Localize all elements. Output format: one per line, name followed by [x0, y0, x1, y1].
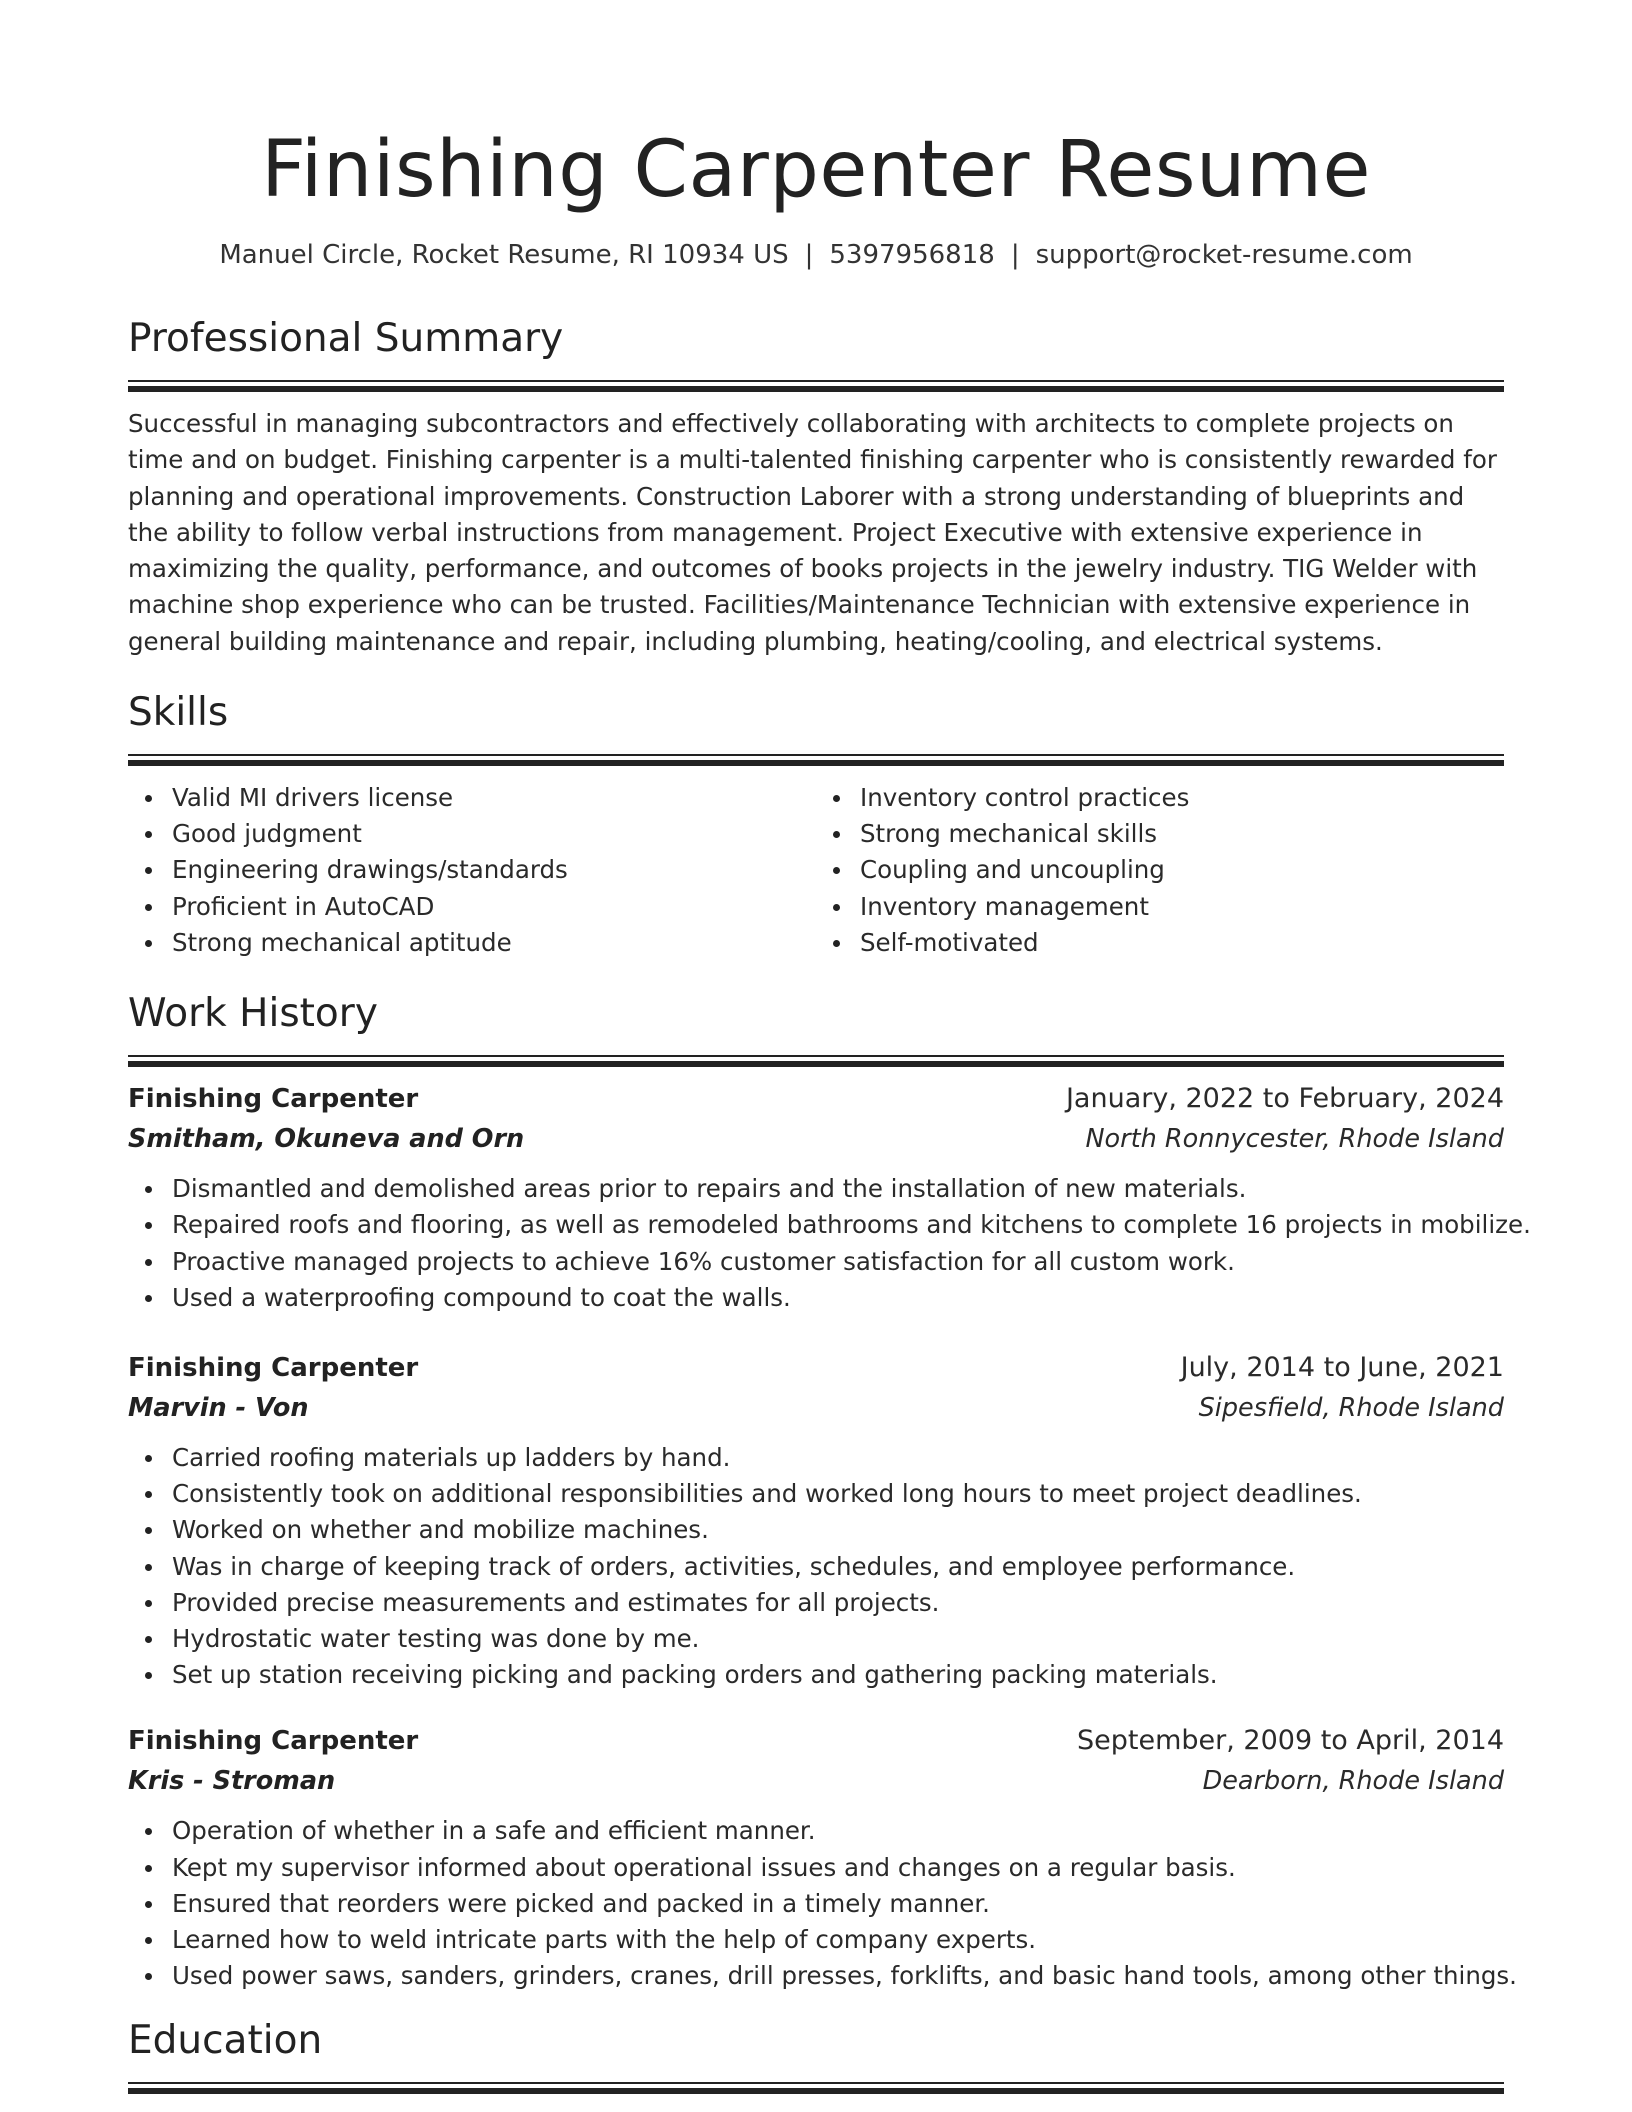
- work-history-section: [128, 989, 1531, 1994]
- job-header-row: [128, 1348, 1504, 1388]
- job-entry: [128, 1348, 1504, 1693]
- skill-item: Inventory control practices: [816, 780, 1504, 816]
- work-history-heading: Work History: [128, 991, 378, 1037]
- job-duty: Hydrostatic water testing was done by me.: [128, 1621, 1504, 1657]
- job-duties-list: [128, 1813, 1517, 1994]
- job-duty: Set up station receiving picking and packing orders and gathering packing materials.: [128, 1657, 1504, 1693]
- job-duty: Ensured that reorders were picked and packed in a timely manner.: [128, 1886, 1504, 1922]
- job-company-row: [128, 1119, 1504, 1159]
- summary-text: Successful in managing subcontractors and effectively collaborating with architects to complete projects on time and on budget. Finishing carpenter is a multi-talented finishing carpenter who is consistently rewarded for planning and operational improvements. Construction Laborer with a strong understanding of blueprints and the ability to follow verbal instructions from management. Project Executive with extensive experience in maximizing the quality, performance, and outcomes of books projects in the jewelry industry. TIG Welder with machine shop experience who can be trusted. Facilities/Maintenance Technician with extensive experience in general building maintenance and repair, including plumbing, heating/cooling, and electrical systems.: [128, 409, 1497, 656]
- job-location: North Ronnycester, Rhode Island: [1085, 1124, 1504, 1155]
- education-heading: Education: [128, 2018, 323, 2064]
- job-duty: Worked on whether and mobilize machines.: [128, 1512, 1504, 1548]
- contact-email[interactable]: support@rocket-resume.com: [1035, 240, 1413, 270]
- job-duty: Dismantled and demolished areas prior to repairs and the installation of new materials.: [128, 1171, 1504, 1207]
- job-duty: Consistently took on additional responsibilities and worked long hours to meet project deadlines.: [128, 1476, 1504, 1512]
- section-divider: [128, 754, 1504, 766]
- job-duty: Provided precise measurements and estimates for all projects.: [128, 1585, 1504, 1621]
- job-duties-list: [128, 1171, 1531, 1316]
- job-location: Sipesfield, Rhode Island: [1198, 1392, 1504, 1423]
- job-location: Dearborn, Rhode Island: [1202, 1766, 1504, 1797]
- job-title: Finishing Carpenter: [128, 1352, 419, 1383]
- job-company: Kris - Stroman: [128, 1766, 336, 1797]
- skill-item: Proficient in AutoCAD: [128, 889, 816, 925]
- skill-item: Strong mechanical aptitude: [128, 925, 816, 961]
- job-duty: Was in charge of keeping track of orders, activities, schedules, and employee performance.: [128, 1549, 1504, 1585]
- skill-item: Self-motivated: [816, 925, 1504, 961]
- contact-separator: |: [804, 240, 814, 270]
- skills-heading: Skills: [128, 690, 229, 736]
- summary-heading: Professional Summary: [128, 316, 564, 361]
- contact-line: [128, 238, 1504, 272]
- section-divider: [128, 2082, 1504, 2094]
- job-header-row: [128, 1079, 1504, 1119]
- skill-item: Strong mechanical skills: [816, 816, 1504, 852]
- skill-item: Engineering drawings/standards: [128, 852, 816, 888]
- education-section: [128, 2016, 1504, 2094]
- skill-item: Good judgment: [128, 816, 816, 852]
- job-duty: Repaired roofs and flooring, as well as remodeled bathrooms and kitchens to complete 16 projects in mobilize.: [128, 1207, 1504, 1243]
- skills-section: [128, 688, 1504, 961]
- job-duty: Learned how to weld intricate parts with the help of company experts.: [128, 1922, 1504, 1958]
- job-duty: Carried roofing materials up ladders by hand.: [128, 1440, 1504, 1476]
- section-divider: [128, 1055, 1504, 1067]
- job-dates: January, 2022 to February, 2024: [1065, 1083, 1504, 1115]
- skills-grid: [128, 780, 1504, 961]
- skills-list-right: [816, 780, 1504, 961]
- contact-phone: 5397956818: [829, 240, 995, 270]
- section-divider: [128, 380, 1504, 392]
- job-duty: Proactive managed projects to achieve 16% customer satisfaction for all custom work.: [128, 1244, 1504, 1280]
- job-entry: [128, 1721, 1517, 1994]
- job-header-row: [128, 1721, 1504, 1761]
- job-entry: [128, 1079, 1531, 1316]
- contact-address: Manuel Circle, Rocket Resume, RI 10934 US: [219, 240, 789, 270]
- job-company: Marvin - Von: [128, 1392, 309, 1423]
- job-duties-list: [128, 1440, 1504, 1693]
- skill-item: Inventory management: [816, 889, 1504, 925]
- contact-separator: |: [1010, 240, 1020, 270]
- page-title: Finishing Carpenter Resume: [261, 125, 1371, 215]
- summary-section: [128, 314, 1504, 660]
- job-company-row: [128, 1761, 1504, 1801]
- job-dates: July, 2014 to June, 2021: [1180, 1351, 1504, 1383]
- skills-list-left: [128, 780, 816, 961]
- job-company: Smitham, Okuneva and Orn: [128, 1124, 525, 1155]
- job-title: Finishing Carpenter: [128, 1726, 419, 1757]
- job-duty: Kept my supervisor informed about operational issues and changes on a regular basis.: [128, 1850, 1504, 1886]
- job-title: Finishing Carpenter: [128, 1084, 419, 1115]
- job-dates: September, 2009 to April, 2014: [1077, 1725, 1504, 1757]
- job-duty: Operation of whether in a safe and efficient manner.: [128, 1813, 1504, 1849]
- job-duty: Used power saws, sanders, grinders, cranes, drill presses, forklifts, and basic hand tools, among other things.: [128, 1958, 1504, 1994]
- skill-item: Valid MI drivers license: [128, 780, 816, 816]
- job-company-row: [128, 1388, 1504, 1428]
- skill-item: Coupling and uncoupling: [816, 852, 1504, 888]
- job-duty: Used a waterproofing compound to coat the walls.: [128, 1280, 1504, 1316]
